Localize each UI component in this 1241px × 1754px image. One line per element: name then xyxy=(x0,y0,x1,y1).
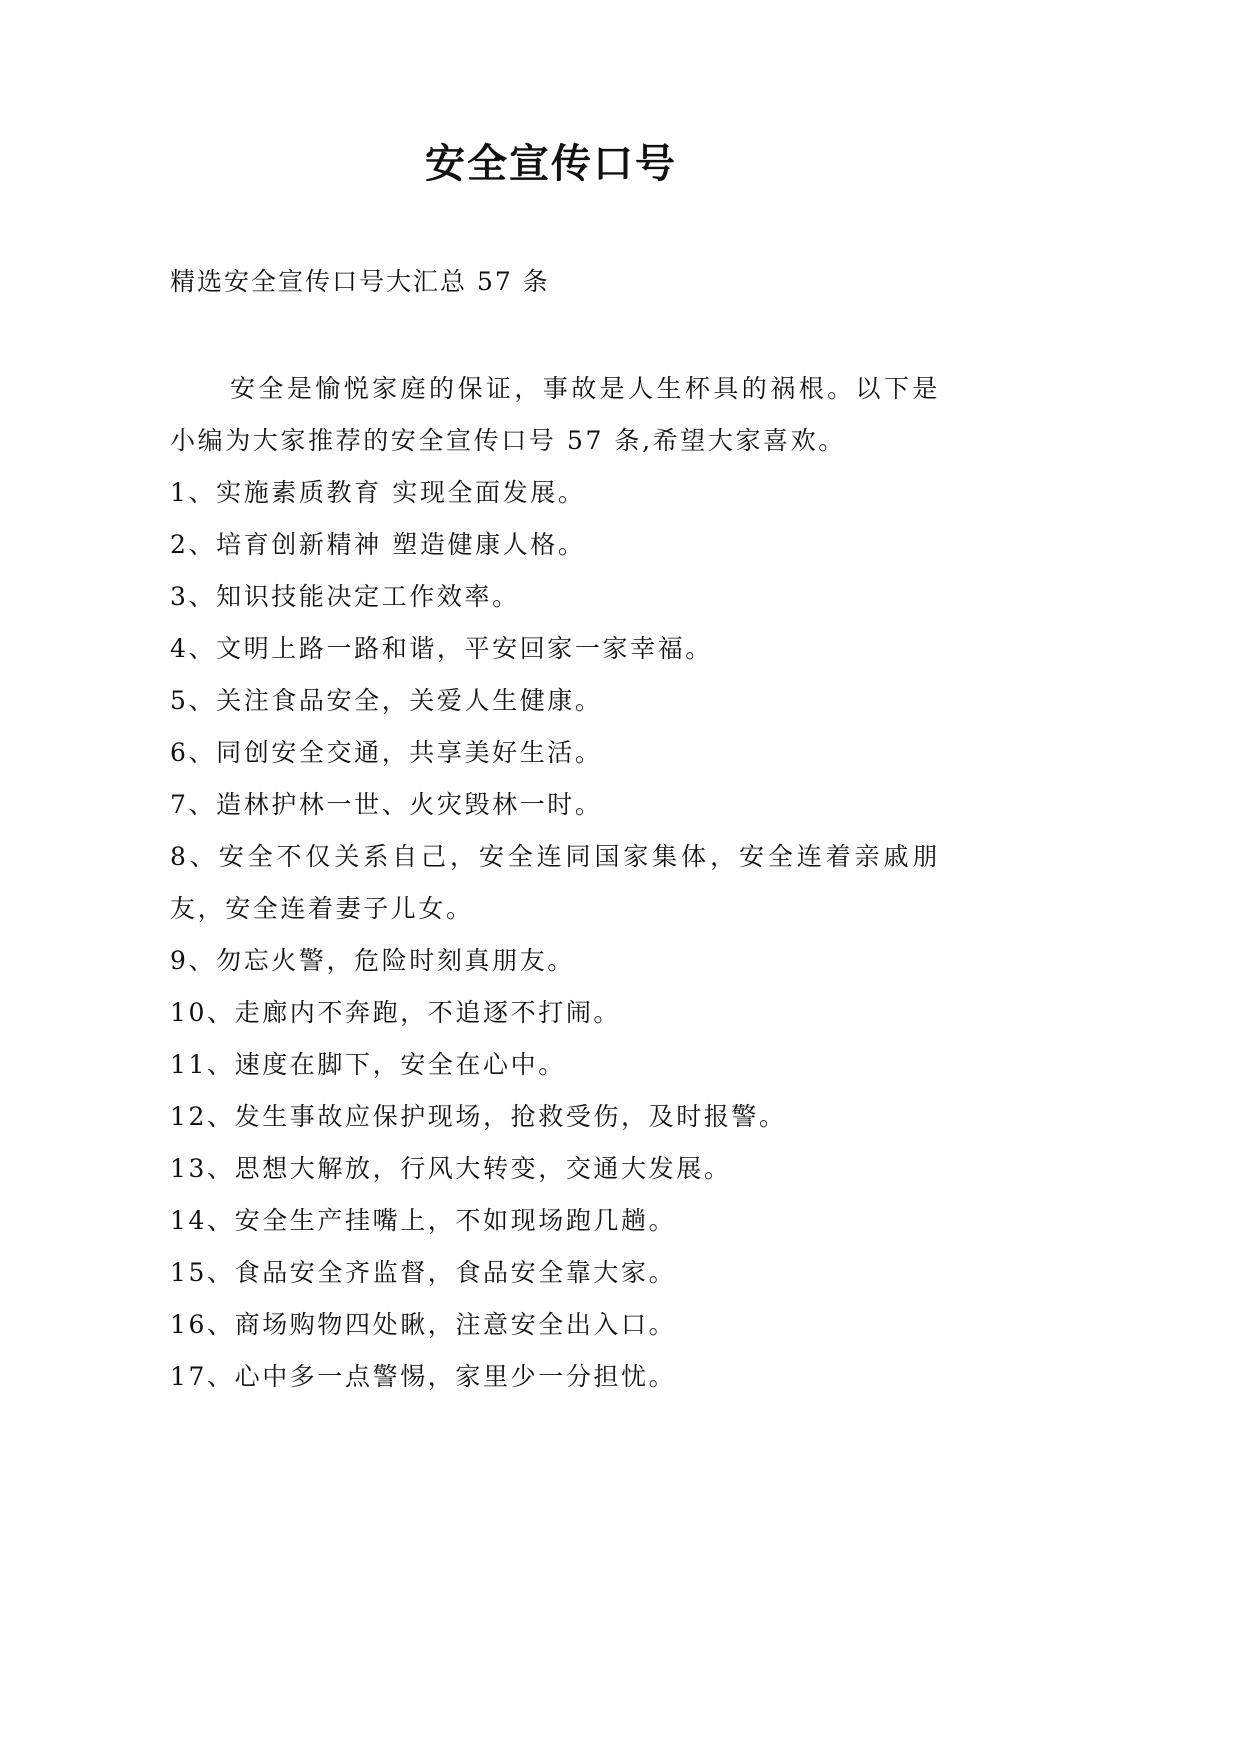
list-item: 14、安全生产挂嘴上，不如现场跑几趟。 xyxy=(170,1206,677,1235)
document-subtitle: 精选安全宣传口号大汇总 57 条 xyxy=(170,267,550,296)
list-item: 9、勿忘火警，危险时刻真朋友。 xyxy=(170,946,575,975)
list-item: 15、食品安全齐监督，食品安全靠大家。 xyxy=(170,1258,677,1287)
list-item: 1、实施素质教育 实现全面发展。 xyxy=(170,478,586,507)
list-item: 7、造林护林一世、火灾毁林一时。 xyxy=(170,790,603,819)
list-item: 5、关注食品安全，关爱人生健康。 xyxy=(170,686,603,715)
document-body xyxy=(170,363,940,1403)
document-title: 安全宣传口号 xyxy=(425,141,677,187)
list-item: 16、商场购物四处瞅，注意安全出入口。 xyxy=(170,1310,677,1339)
list-item: 2、培育创新精神 塑造健康人格。 xyxy=(170,530,586,559)
list-item: 11、速度在脚下，安全在心中。 xyxy=(170,1050,566,1079)
intro-paragraph: 安全是愉悦家庭的保证，事故是人生杯具的祸根。以下是小编为大家推荐的安全宣传口号 57 条,希望大家喜欢。 xyxy=(170,374,940,455)
list-item: 6、同创安全交通，共享美好生活。 xyxy=(170,738,603,767)
list-item: 4、文明上路一路和谐，平安回家一家幸福。 xyxy=(170,634,713,663)
list-item: 17、心中多一点警惕，家里少一分担忧。 xyxy=(170,1362,677,1391)
list-item: 13、思想大解放，行风大转变，交通大发展。 xyxy=(170,1154,732,1183)
list-item: 3、知识技能决定工作效率。 xyxy=(170,582,520,611)
list-item: 10、走廊内不奔跑，不追逐不打闹。 xyxy=(170,998,622,1027)
list-item: 12、发生事故应保护现场，抢救受伤，及时报警。 xyxy=(170,1102,787,1131)
list-item: 8、安全不仅关系自己，安全连同国家集体，安全连着亲戚朋友，安全连着妻子儿女。 xyxy=(170,842,940,923)
